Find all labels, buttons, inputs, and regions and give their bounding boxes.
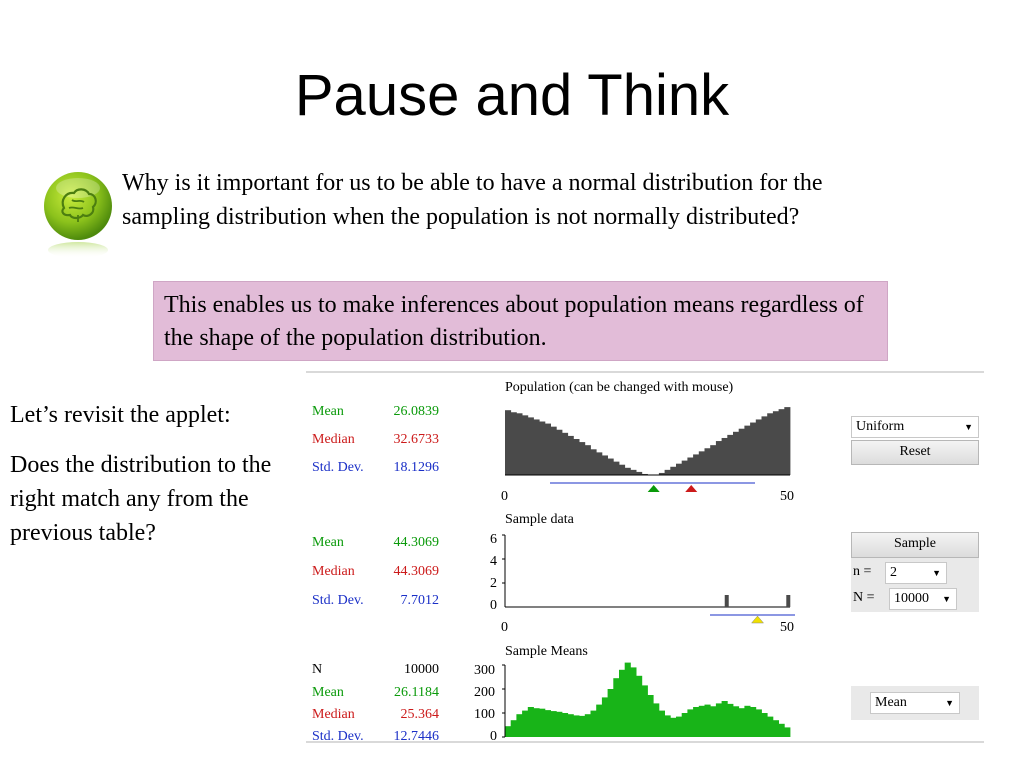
population-bar	[762, 416, 768, 475]
slide-title: Pause and Think	[294, 63, 730, 128]
means-bar	[779, 724, 785, 737]
means-n: N 10000	[312, 662, 439, 677]
means-bar	[727, 704, 733, 737]
means-bar	[579, 716, 585, 737]
sample-chart-title: Sample data	[505, 512, 574, 527]
population-bar	[511, 412, 517, 475]
population-x-max: 50	[780, 489, 794, 504]
means-y-tick-200: 200	[474, 685, 495, 700]
population-bar	[602, 455, 608, 475]
distribution-select[interactable]: Uniform ▼	[851, 416, 979, 438]
means-bar	[619, 670, 625, 737]
means-mean: Mean 26.1184	[312, 685, 439, 700]
population-bar	[756, 419, 762, 475]
means-bar	[522, 711, 528, 737]
means-y-tick-0: 0	[490, 729, 497, 744]
population-bar	[676, 464, 682, 475]
means-bar	[608, 689, 614, 737]
means-bar	[699, 706, 705, 737]
population-bar	[591, 449, 597, 475]
means-bar	[511, 720, 517, 737]
population-bar	[733, 432, 739, 475]
population-bar	[562, 433, 568, 475]
question-text: Why is it important for us to be able to have a normal distribution for the sampling distribution when the population is not normally distributed?	[122, 170, 823, 230]
population-bar	[710, 445, 716, 475]
means-bar	[756, 709, 762, 737]
n-big-select[interactable]: 10000 ▼	[889, 588, 957, 610]
reset-button[interactable]: Reset	[851, 440, 979, 465]
sample-y-tick-4: 4	[490, 554, 497, 569]
population-bar	[665, 470, 671, 475]
population-sd: Std. Dev. 18.1296	[312, 460, 439, 475]
population-median-marker	[685, 485, 697, 492]
population-bar	[699, 451, 705, 475]
means-bar	[568, 714, 574, 737]
means-bar	[670, 718, 676, 737]
population-bar	[744, 426, 750, 475]
means-bar	[625, 663, 631, 737]
population-bar	[516, 413, 522, 475]
population-bar	[613, 462, 619, 475]
brain-icon	[42, 170, 114, 260]
means-bar	[556, 712, 562, 737]
means-bar	[505, 726, 511, 737]
means-bar	[767, 717, 773, 737]
means-bar	[636, 676, 642, 737]
population-bar	[773, 411, 779, 475]
left-text	[10, 398, 300, 566]
chevron-down-icon: ▼	[964, 422, 973, 432]
answer-box: This enables us to make inferences about population means regardless of the shape of the population distribution.	[153, 281, 888, 361]
population-bar	[670, 467, 676, 475]
population-bar	[619, 465, 625, 475]
means-bar	[762, 713, 768, 737]
means-bar	[534, 708, 540, 737]
population-bar	[568, 436, 574, 475]
population-bar	[528, 417, 534, 475]
population-bar	[630, 470, 636, 475]
population-bar	[716, 441, 722, 475]
sample-sd: Std. Dev. 7.7012	[312, 593, 439, 608]
means-bar	[687, 709, 693, 737]
population-bar	[596, 452, 602, 475]
population-bar	[579, 442, 585, 475]
means-bar	[659, 711, 665, 737]
population-bar	[722, 438, 728, 475]
sample-button[interactable]: Sample	[851, 532, 979, 558]
means-bar	[613, 678, 619, 737]
population-bar	[693, 454, 699, 475]
n-big-label: N =	[853, 590, 875, 605]
population-bar	[505, 410, 511, 475]
means-bar	[642, 685, 648, 737]
sample-y-tick-0: 0	[490, 598, 497, 613]
population-bar	[539, 422, 545, 475]
sample-chart	[505, 535, 790, 625]
population-bar	[739, 429, 745, 475]
means-bar	[750, 707, 756, 737]
means-bar	[630, 667, 636, 737]
population-bar	[767, 413, 773, 475]
means-bar	[516, 714, 522, 737]
chevron-down-icon: ▼	[945, 698, 954, 708]
means-bar	[653, 703, 659, 737]
sample-y-tick-2: 2	[490, 576, 497, 591]
population-mean: Mean 26.0839	[312, 404, 439, 419]
means-bar	[551, 711, 557, 737]
sample-x-max: 50	[780, 620, 794, 635]
means-bar	[722, 701, 728, 737]
sample-mean-marker	[752, 616, 764, 623]
population-bar	[585, 445, 591, 475]
population-chart[interactable]	[505, 403, 790, 503]
means-bar	[573, 715, 579, 737]
n-small-select[interactable]: 2 ▼	[885, 562, 947, 584]
means-bar	[773, 720, 779, 737]
means-bar	[682, 713, 688, 737]
means-median: Median 25.364	[312, 707, 439, 722]
population-bar	[687, 458, 693, 475]
means-bar	[733, 706, 739, 737]
means-bar	[716, 703, 722, 737]
population-bar	[682, 461, 688, 475]
population-bar	[779, 409, 785, 475]
left-text-line-1: Let’s revisit the applet:	[10, 402, 231, 428]
population-bar	[573, 439, 579, 475]
population-median: Median 32.6733	[312, 432, 439, 447]
population-bar	[750, 423, 756, 475]
means-bar	[545, 710, 551, 737]
sample-point	[725, 595, 729, 607]
means-bar	[602, 697, 608, 737]
left-text-line-2: Does the distribution to the right match any from the previous table?	[10, 452, 272, 546]
means-bar	[739, 708, 745, 737]
means-chart-title: Sample Means	[505, 644, 588, 659]
population-bar	[551, 427, 557, 475]
sample-point	[786, 595, 790, 607]
population-bar	[727, 435, 733, 475]
statistic-select[interactable]: Mean ▼	[870, 692, 960, 714]
population-bar	[608, 459, 614, 475]
applet-top-border	[306, 371, 984, 373]
means-bar	[562, 713, 568, 737]
sample-mean: Mean 44.3069	[312, 535, 439, 550]
sample-y-tick-6: 6	[490, 532, 497, 547]
means-bar	[744, 706, 750, 737]
means-chart	[505, 665, 790, 739]
chevron-down-icon: ▼	[932, 568, 941, 578]
means-bar	[676, 717, 682, 737]
means-bar	[585, 714, 591, 737]
population-bar	[784, 407, 790, 475]
sample-x-min: 0	[501, 620, 508, 635]
population-chart-title: Population (can be changed with mouse)	[505, 380, 734, 395]
population-bar	[545, 424, 551, 475]
means-bar	[710, 706, 716, 737]
means-bar	[539, 709, 545, 737]
means-bar	[705, 705, 711, 737]
means-y-tick-100: 100	[474, 707, 495, 722]
population-bar	[705, 448, 711, 475]
n-small-label: n =	[853, 564, 872, 579]
means-bar	[648, 695, 654, 737]
means-bar	[665, 715, 671, 737]
chevron-down-icon: ▼	[942, 594, 951, 604]
means-bar	[693, 707, 699, 737]
means-bar	[784, 727, 790, 737]
population-bar	[625, 468, 631, 475]
population-bar	[522, 415, 528, 475]
means-bar	[591, 711, 597, 737]
population-bar	[534, 419, 540, 475]
population-x-min: 0	[501, 489, 508, 504]
population-bar	[556, 430, 562, 475]
sample-median: Median 44.3069	[312, 564, 439, 579]
means-bar	[596, 705, 602, 737]
means-bar	[528, 707, 534, 737]
means-y-tick-300: 300	[474, 663, 495, 678]
means-sd: Std. Dev. 12.7446	[312, 729, 439, 744]
population-mean-marker	[648, 485, 660, 492]
